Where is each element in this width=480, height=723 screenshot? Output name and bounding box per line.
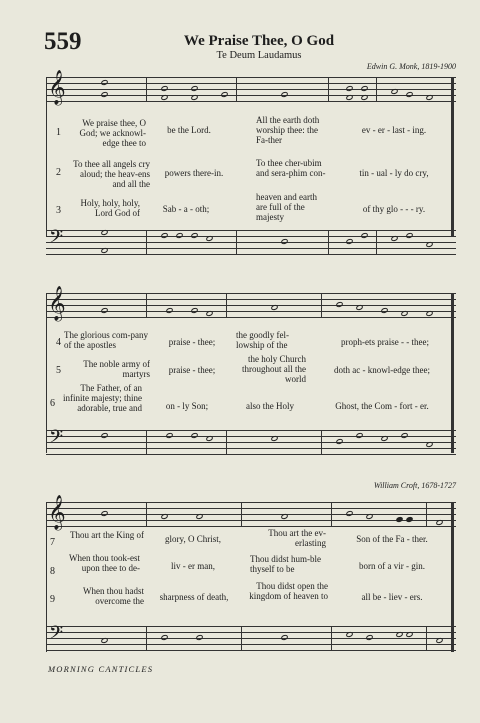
verse-text: Son of the Fa - ther. bbox=[356, 534, 428, 544]
verse-text: heaven and earth are full of the majesty bbox=[256, 192, 317, 222]
verse-text: sharpness of death, bbox=[159, 592, 229, 602]
verse-text: Thou art the King of bbox=[70, 530, 144, 540]
verse-text: Thou didst hum-ble thyself to be bbox=[250, 554, 321, 574]
verse-number: 1 bbox=[56, 127, 61, 138]
treble-clef-icon: 𝄞 bbox=[48, 71, 66, 104]
verse-text: also the Holy bbox=[246, 401, 294, 411]
verse-text: When thou took-est upon thee to de- bbox=[69, 553, 140, 573]
hymn-title: We Praise Thee, O God bbox=[183, 33, 335, 49]
composer-credit-1: Edwin G. Monk, 1819-1900 bbox=[366, 62, 456, 71]
treble-clef-icon: 𝄞 bbox=[48, 496, 66, 529]
bass-staff bbox=[46, 226, 456, 256]
verse-text: the holy Church throughout all the world bbox=[242, 354, 306, 384]
verse-text: All the earth doth worship thee: the Fa-ther bbox=[256, 115, 320, 145]
verse-number: 4 bbox=[56, 337, 61, 348]
verse-text: powers there-in. bbox=[164, 168, 224, 178]
verse-text: glory, O Christ, bbox=[165, 534, 221, 544]
verse-number: 2 bbox=[56, 167, 61, 178]
verse-text: When thou hadst overcome the bbox=[83, 586, 144, 606]
verse-number: 5 bbox=[56, 365, 61, 376]
verse-text: liv - er man, bbox=[171, 561, 215, 571]
verse-number: 6 bbox=[50, 398, 55, 409]
verse-text: Sab - a - oth; bbox=[162, 204, 210, 214]
bass-clef-icon: 𝄢 bbox=[49, 226, 64, 251]
verse-text: be the Lord. bbox=[167, 125, 211, 135]
verse-text: The Father, of an infinite majesty; thine adorable, true and bbox=[63, 383, 142, 413]
bass-staff bbox=[46, 622, 456, 652]
verse-text: Thou art the ev-erlasting bbox=[268, 528, 326, 548]
footer-section-label: MORNING CANTICLES bbox=[48, 664, 154, 674]
verse-text: tin - ual - ly do cry, bbox=[359, 168, 429, 178]
hymn-number: 559 bbox=[44, 28, 82, 55]
bass-clef-icon: 𝄢 bbox=[49, 622, 64, 647]
verse-text: Ghost, the Com - fort - er. bbox=[335, 401, 429, 411]
verse-text: on - ly Son; bbox=[165, 401, 209, 411]
verse-number: 8 bbox=[50, 566, 55, 577]
verse-text: ev - er - last - ing. bbox=[361, 125, 427, 135]
bass-clef-icon: 𝄢 bbox=[49, 426, 64, 451]
treble-staff bbox=[46, 71, 456, 104]
treble-staff bbox=[46, 287, 456, 320]
verse-text: Holy, holy, holy, Lord God of bbox=[80, 198, 140, 218]
verse-number: 9 bbox=[50, 594, 55, 605]
verse-text: The noble army of martyrs bbox=[83, 359, 150, 379]
verse-text: of thy glo - - - ry. bbox=[362, 204, 426, 214]
verse-text: the goodly fel-lowship of the bbox=[236, 330, 289, 350]
verse-number: 3 bbox=[56, 205, 61, 216]
composer-credit-2: William Croft, 1678-1727 bbox=[373, 481, 456, 490]
verse-text: born of a vir - gin. bbox=[359, 561, 425, 571]
verse-text: doth ac - knowl-edge thee; bbox=[334, 365, 430, 375]
verse-text: proph-ets praise - - thee; bbox=[341, 337, 429, 347]
verse-text: praise - thee; bbox=[168, 337, 216, 347]
verse-text: praise - thee; bbox=[168, 365, 216, 375]
treble-clef-icon: 𝄞 bbox=[48, 287, 66, 320]
verse-text: Thou didst open the kingdom of heaven to bbox=[249, 581, 328, 601]
verse-text: all be - liev - ers. bbox=[361, 592, 423, 602]
verse-text: We praise thee, O God; we acknowl-edge thee to bbox=[79, 118, 146, 148]
verse-text: To thee all angels cry aloud; the heav-ens and all the bbox=[73, 159, 150, 189]
treble-staff bbox=[46, 496, 456, 529]
verse-text: The glorious com-pany of the apostles bbox=[64, 330, 148, 350]
verse-text: To thee cher-ubim and sera-phim con- bbox=[256, 158, 326, 178]
bass-staff bbox=[46, 426, 456, 456]
verse-number: 7 bbox=[50, 537, 55, 548]
hymn-subtitle: Te Deum Laudamus bbox=[216, 50, 302, 61]
